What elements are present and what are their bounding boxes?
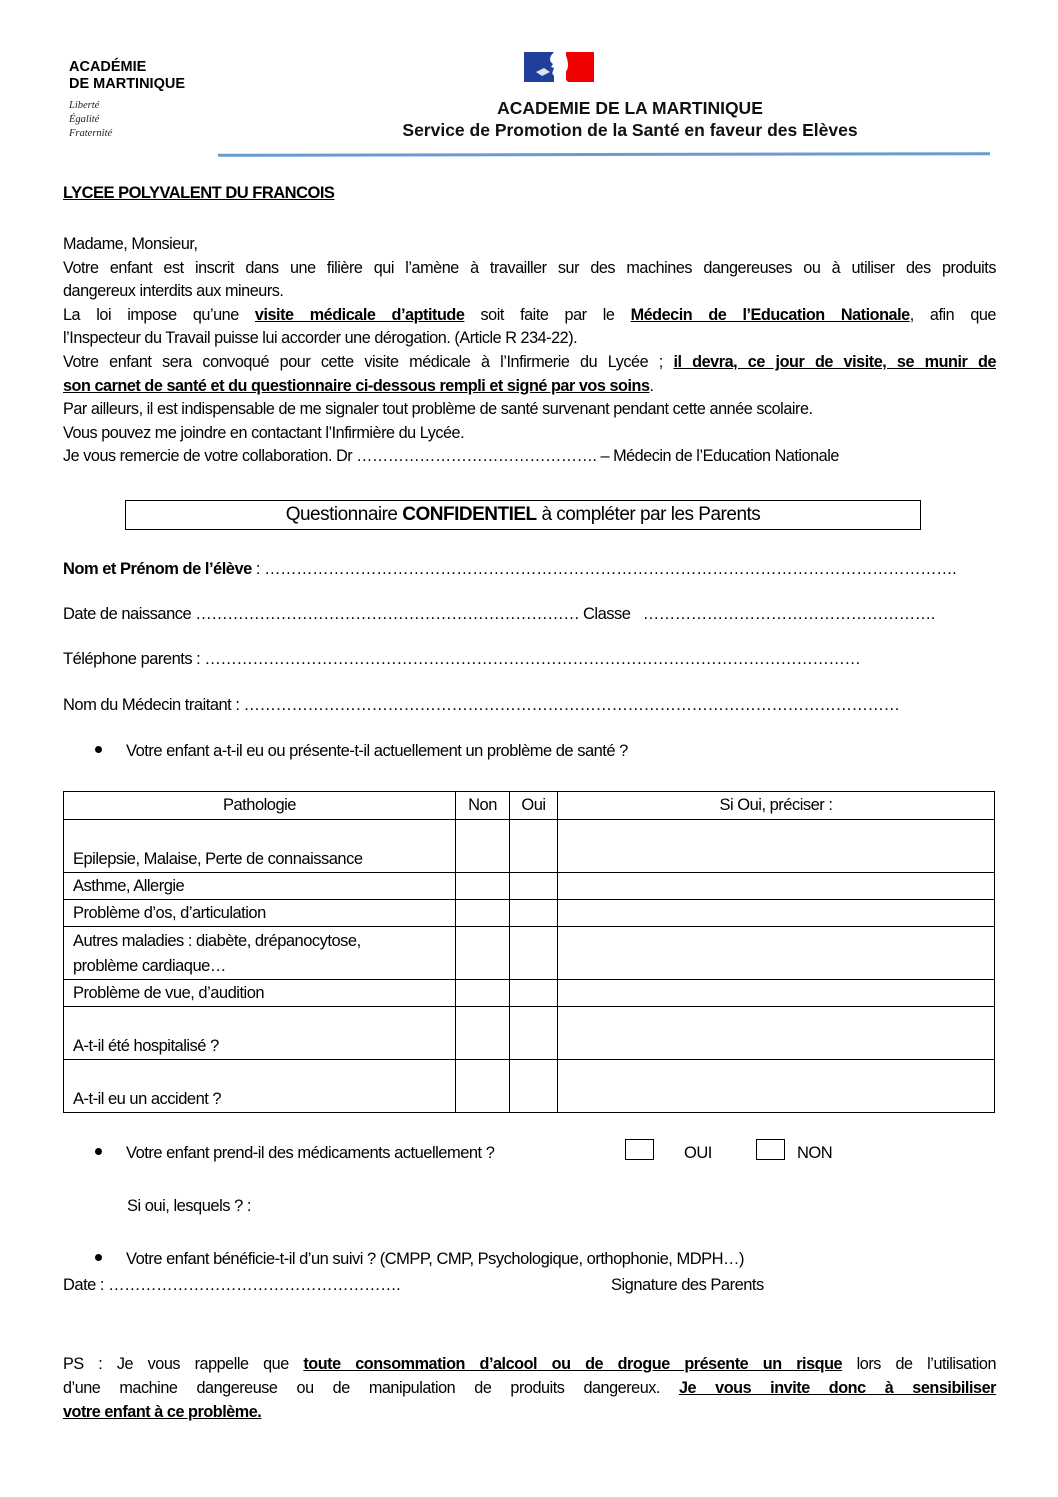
header-preciser: Si Oui, préciser :: [558, 792, 995, 820]
non-cell[interactable]: [456, 873, 510, 900]
pathologie-line2: problème cardiaque…: [73, 957, 226, 975]
non-cell[interactable]: [456, 1060, 510, 1113]
non-cell[interactable]: [456, 900, 510, 927]
telephone-input[interactable]: ……………………………………………………………………………………………………………: [204, 650, 861, 668]
date-field: [63, 1276, 400, 1295]
ps-invite: Je vous invite donc à sensibiliser: [679, 1379, 996, 1397]
non-cell[interactable]: [456, 820, 510, 873]
non-cell[interactable]: [456, 927, 510, 980]
ps-line1: [63, 1352, 996, 1376]
ps-d: d’une machine dangereuse ou de manipulation de produits dangereux.: [63, 1379, 679, 1397]
letter-medecin-education: Médecin de l’Education Nationale: [630, 305, 910, 324]
questionnaire-title-c: à compléter par les Parents: [536, 504, 761, 525]
logo-red-band: [566, 52, 594, 82]
letter-p3-line1: [63, 351, 996, 375]
oui-cell[interactable]: [510, 820, 558, 873]
header-non: Non: [456, 792, 510, 820]
medecin-traitant-input[interactable]: ……………………………………………………………………………………………………………: [243, 696, 900, 714]
question-suivi: [95, 1250, 744, 1269]
pathologie-cell: A-t-il été hospitalisé ?: [64, 1007, 456, 1060]
preciser-cell[interactable]: [558, 820, 995, 873]
doctor-name-field[interactable]: ……………………………………….: [356, 447, 597, 466]
table-row: [64, 900, 995, 927]
letter-p5: Vous pouvez me joindre en contactant l’Infirmière du Lycée.: [63, 423, 465, 442]
pathologie-cell: Epilepsie, Malaise, Perte de connaissance: [64, 820, 456, 873]
question-medicaments: [95, 1144, 494, 1163]
medicaments-followup: Si oui, lesquels ? :: [127, 1197, 251, 1215]
table-row: [64, 873, 995, 900]
field-tel-label: Téléphone parents :: [63, 650, 205, 668]
header-titles: [300, 97, 960, 141]
letter-p6-b: – Médecin de l’Education Nationale: [596, 447, 839, 466]
field-naissance-label: Date de naissance: [63, 605, 196, 623]
field-nom-sep: :: [251, 560, 265, 578]
ps-line3: [63, 1400, 996, 1424]
field-date-naissance: [63, 605, 579, 624]
field-nom-label: Nom et Prénom de l’élève: [63, 560, 252, 578]
preciser-cell[interactable]: [558, 873, 995, 900]
oui-cell[interactable]: [510, 980, 558, 1007]
devise-egalite: Égalité: [69, 114, 100, 125]
oui-cell[interactable]: [510, 873, 558, 900]
letter-p2-c: soit faite par le: [464, 305, 631, 324]
question-medicaments-text: Votre enfant prend-il des médicaments actuellement ?: [126, 1144, 495, 1162]
field-classe-label: Classe: [583, 605, 631, 623]
table-row: [64, 927, 995, 980]
field-classe: [583, 605, 935, 624]
field-nom-prenom: [63, 560, 956, 579]
letter-p4: Par ailleurs, il est indispensable de me signaler tout problème de santé survenant pendant cette année scolaire.: [63, 400, 813, 419]
field-medecin-traitant: [63, 696, 900, 715]
logo-blue-band: [524, 52, 554, 82]
checkbox-oui[interactable]: [625, 1139, 654, 1160]
letter-visite-medicale: visite médicale d’aptitude: [254, 305, 465, 324]
letter-p3-instructions-a: il devra, ce jour de visite, se munir de: [673, 352, 997, 371]
pathologie-cell: Problème de vue, d’audition: [64, 980, 456, 1007]
header-divider: [218, 152, 990, 157]
oui-cell[interactable]: [510, 900, 558, 927]
table-row: [64, 820, 995, 873]
letter-p3-instructions-b: son carnet de santé et du questionnaire ci-dessous rempli et signé par vos soins: [63, 376, 650, 395]
devise-liberte: Liberté: [69, 100, 100, 111]
non-cell[interactable]: [456, 1007, 510, 1060]
ps-c: lors de l’utilisation: [842, 1355, 996, 1373]
pathologie-cell: A-t-il eu un accident ?: [64, 1060, 456, 1113]
pathologie-table: [63, 791, 995, 1113]
letter-p6: [63, 445, 996, 469]
question-sante: [95, 742, 628, 761]
non-cell[interactable]: [456, 980, 510, 1007]
ps-line2: [63, 1376, 996, 1400]
preciser-cell[interactable]: [558, 1007, 995, 1060]
letter-p2-e: , afin que: [909, 305, 996, 324]
academie-left-line2: DE MARTINIQUE: [69, 76, 185, 92]
letter-p3-line2: [63, 375, 996, 399]
field-telephone: [63, 650, 860, 669]
bullet-icon: [95, 746, 102, 753]
bullet-icon: [95, 1254, 102, 1261]
question-sante-text: Votre enfant a-t-il eu ou présente-t-il actuellement un problème de santé ?: [126, 742, 628, 760]
academie-left-block: [69, 59, 185, 93]
oui-cell[interactable]: [510, 1060, 558, 1113]
date-input[interactable]: ……………………………………………….: [108, 1276, 401, 1294]
field-medecin-label: Nom du Médecin traitant :: [63, 696, 244, 714]
letter-greeting: Madame, Monsieur,: [63, 235, 198, 253]
ps-final: votre enfant à ce problème.: [63, 1403, 262, 1421]
header-subtitle: Service de Promotion de la Santé en faveur des Elèves: [402, 120, 858, 140]
oui-cell[interactable]: [510, 1007, 558, 1060]
school-name: LYCEE POLYVALENT DU FRANCOIS: [63, 184, 335, 202]
letter-p3-a: Votre enfant sera convoqué pour cette visite médicale à l’Infirmerie du Lycée ;: [63, 352, 674, 371]
preciser-cell[interactable]: [558, 927, 995, 980]
letter-p2-a: La loi impose qu’une: [63, 305, 255, 324]
date-naissance-input[interactable]: ………………………………………………………………: [195, 605, 580, 623]
table-row: [64, 980, 995, 1007]
letter-body: [63, 233, 996, 469]
preciser-cell[interactable]: [558, 980, 995, 1007]
ps-a: PS : Je vous rappelle que: [63, 1355, 304, 1373]
table-row: [64, 1007, 995, 1060]
bullet-icon: [95, 1148, 102, 1155]
header-title: ACADEMIE DE LA MARTINIQUE: [497, 98, 763, 118]
date-label: Date :: [63, 1276, 109, 1294]
letter-p1-line2: dangereux interdits aux mineurs.: [63, 282, 284, 301]
devise-fraternite: Fraternité: [69, 128, 113, 139]
devise-republicaine: [69, 99, 112, 141]
academie-left-line1: ACADÉMIE: [69, 59, 147, 75]
checkbox-non[interactable]: [756, 1139, 785, 1160]
ps-block: [63, 1352, 996, 1424]
classe-input[interactable]: ……………………………………………….: [642, 605, 935, 623]
ps-warning: toute consommation d’alcool ou de drogue présente un risque: [303, 1355, 843, 1373]
questionnaire-title-box: [125, 500, 921, 530]
oui-cell[interactable]: [510, 927, 558, 980]
table-header-row: [64, 792, 995, 820]
pathologie-line1: Autres maladies : diabète, drépanocytose,: [73, 932, 361, 950]
questionnaire-title-a: Questionnaire: [285, 504, 403, 525]
pathologie-cell: Problème d’os, d’articulation: [64, 900, 456, 927]
header-oui: Oui: [510, 792, 558, 820]
question-suivi-text: Votre enfant bénéficie-t-il d’un suivi ? (CMPP, CMP, Psychologique, orthophonie, MDPH…): [126, 1250, 745, 1268]
letter-p1-line1: Votre enfant est inscrit dans une filière qui l’amène à travailler sur des machines dangereuses ou à utiliser des produits: [63, 258, 996, 277]
marianne-logo-icon: [524, 52, 594, 82]
option-non-label: NON: [797, 1144, 833, 1162]
pathologie-cell: Asthme, Allergie: [64, 873, 456, 900]
pathologie-cell: [64, 927, 456, 980]
letter-p2-line1: [63, 304, 996, 328]
nom-prenom-input[interactable]: ………………………………………………………………………………………………………………….: [264, 560, 957, 578]
table-row: [64, 1060, 995, 1113]
preciser-cell[interactable]: [558, 900, 995, 927]
letter-p6-a: Je vous remercie de votre collaboration. Dr: [63, 447, 357, 466]
preciser-cell[interactable]: [558, 1060, 995, 1113]
letter-p3-end: .: [649, 376, 654, 395]
option-oui-label: OUI: [684, 1144, 712, 1162]
header-pathologie: Pathologie: [64, 792, 456, 820]
letter-p2-line2: l’Inspecteur du Travail puisse lui accorder une dérogation. (Article R 234-22).: [63, 329, 578, 348]
questionnaire-title-confidentiel: CONFIDENTIEL: [402, 504, 537, 525]
signature-label: Signature des Parents: [611, 1276, 764, 1294]
